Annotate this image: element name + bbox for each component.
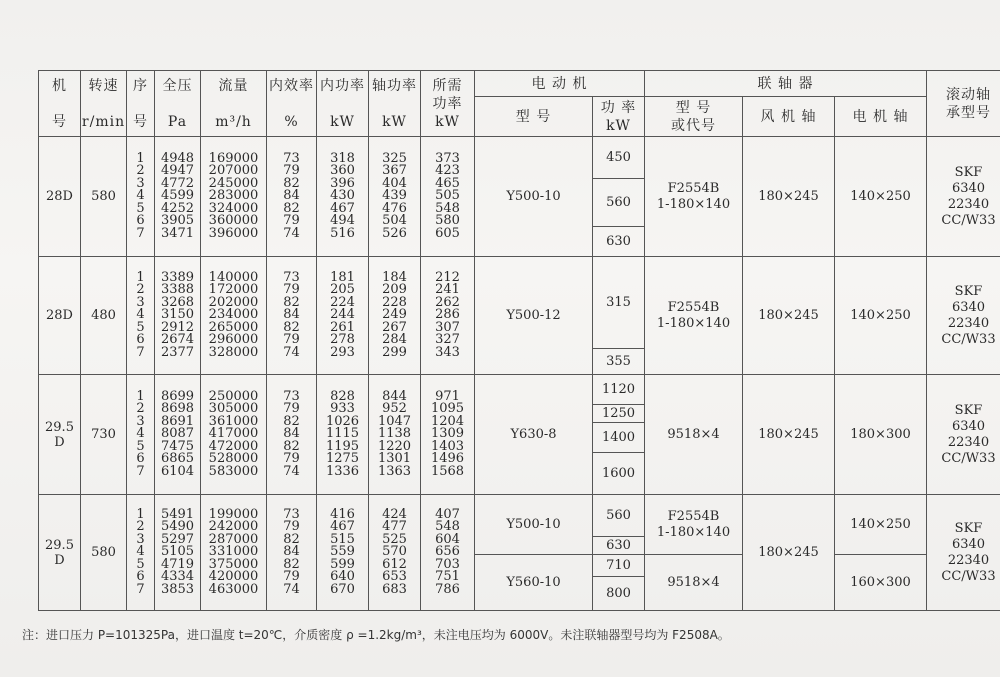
list-value: 4: [136, 426, 145, 442]
list-value: 8699: [160, 388, 195, 404]
header-speed: 转速 r/min: [81, 71, 127, 137]
list-value: 6865: [160, 451, 195, 467]
list-value: 6: [136, 332, 145, 348]
list-value: 5105: [160, 544, 195, 560]
list-value: 328000: [208, 344, 259, 360]
list-value: 494: [330, 213, 355, 229]
list-value: 751: [435, 569, 460, 585]
list-value: 2: [136, 163, 145, 179]
list-value: 82: [283, 531, 300, 547]
list-value: 416: [330, 506, 355, 522]
list-value: 653: [382, 569, 407, 585]
list-value: 467: [330, 519, 355, 535]
list-value: 844: [382, 388, 407, 404]
list-value: 3905: [160, 213, 195, 229]
flow-cell: [201, 375, 267, 495]
list-value: 7: [136, 463, 145, 479]
list-value: 1047: [377, 413, 412, 429]
list-value: 79: [283, 213, 300, 229]
motor-power-cell: 1120: [593, 375, 645, 405]
list-value: 2377: [160, 344, 195, 360]
list-value: 467: [330, 200, 355, 216]
motor-power-cell: 710: [593, 555, 645, 577]
list-value: 293: [330, 344, 355, 360]
list-value: 73: [283, 150, 300, 166]
internal-power-cell: [317, 495, 369, 611]
list-value: 3389: [160, 269, 195, 285]
list-value: 343: [435, 344, 460, 360]
list-value: 74: [283, 225, 300, 241]
list-value: 4252: [160, 200, 195, 216]
list-value: 933: [330, 401, 355, 417]
coupling-model-cell: 9518×4: [645, 555, 743, 611]
list-value: 612: [382, 556, 407, 572]
list-value: 5: [136, 438, 145, 454]
list-value: 327: [435, 332, 460, 348]
list-value: 224: [330, 294, 355, 310]
list-value: 82: [283, 319, 300, 335]
list-value: 477: [382, 519, 407, 535]
list-value: 169000: [208, 150, 259, 166]
list-value: 407: [435, 506, 460, 522]
eff-cell: [267, 137, 317, 257]
list-value: 305000: [208, 401, 259, 417]
list-value: 283000: [208, 188, 259, 204]
list-value: 583000: [208, 463, 259, 479]
list-value: 286: [435, 307, 460, 323]
list-value: 7: [136, 225, 145, 241]
flow-cell: [201, 137, 267, 257]
fan-spec-table: [38, 70, 1000, 611]
list-value: 4772: [160, 175, 195, 191]
list-value: 249: [382, 307, 407, 323]
motor-model-cell: Y500-10: [475, 495, 593, 555]
list-value: 360: [330, 163, 355, 179]
fan-shaft-cell: 180×245: [743, 375, 835, 495]
list-value: 6104: [160, 463, 195, 479]
list-value: 7475: [160, 438, 195, 454]
motor-power-cell: 450: [593, 137, 645, 179]
list-value: 1496: [430, 451, 465, 467]
list-value: 1: [136, 269, 145, 285]
list-value: 250000: [208, 388, 259, 404]
list-value: 548: [435, 519, 460, 535]
eff-cell: [267, 375, 317, 495]
list-value: 228: [382, 294, 407, 310]
internal-power-cell: [317, 375, 369, 495]
list-value: 84: [283, 188, 300, 204]
motor-power-cell: 630: [593, 537, 645, 555]
required-power-cell: [421, 375, 475, 495]
header-shaft-power: 轴功率 kW: [369, 71, 421, 137]
flow-cell: [201, 495, 267, 611]
coupling-model-cell: F2554B 1-180×140: [645, 495, 743, 555]
fan-shaft-cell: 180×245: [743, 495, 835, 611]
list-value: 1275: [325, 451, 360, 467]
list-value: 209: [382, 282, 407, 298]
list-value: 307: [435, 319, 460, 335]
list-value: 8691: [160, 413, 195, 429]
list-value: 73: [283, 506, 300, 522]
header-required-power: 所需 功率 kW: [421, 71, 475, 137]
list-value: 396: [330, 175, 355, 191]
list-value: 1309: [430, 426, 465, 442]
list-value: 287000: [208, 531, 259, 547]
list-value: 202000: [208, 294, 259, 310]
list-value: 2: [136, 519, 145, 535]
list-value: 548: [435, 200, 460, 216]
list-value: 1195: [325, 438, 360, 454]
list-value: 73: [283, 269, 300, 285]
list-value: 79: [283, 519, 300, 535]
list-value: 396000: [208, 225, 259, 241]
list-value: 3150: [160, 307, 195, 323]
list-value: 656: [435, 544, 460, 560]
list-value: 241: [435, 282, 460, 298]
list-value: 472000: [208, 438, 259, 454]
list-value: 267: [382, 319, 407, 335]
header-coupling-model: 型 号 或代号: [645, 97, 743, 137]
list-value: 1204: [430, 413, 465, 429]
list-value: 1: [136, 506, 145, 522]
motor-shaft-cell: 160×300: [835, 555, 927, 611]
list-value: 242000: [208, 519, 259, 535]
list-value: 504: [382, 213, 407, 229]
list-value: 3388: [160, 282, 195, 298]
list-value: 82: [283, 200, 300, 216]
list-value: 526: [382, 225, 407, 241]
list-value: 476: [382, 200, 407, 216]
header-bearing: 滚动轴 承型号: [927, 71, 1000, 137]
header-motor: 电 动 机: [475, 71, 645, 97]
list-value: 6: [136, 569, 145, 585]
list-value: 1138: [377, 426, 412, 442]
speed-cell: 480: [81, 257, 127, 375]
list-value: 570: [382, 544, 407, 560]
required-power-cell: [421, 257, 475, 375]
list-value: 516: [330, 225, 355, 241]
list-value: 265000: [208, 319, 259, 335]
speed-cell: 580: [81, 137, 127, 257]
list-value: 2: [136, 401, 145, 417]
list-value: 244: [330, 307, 355, 323]
shaft-power-cell: [369, 137, 421, 257]
list-value: 1363: [377, 463, 412, 479]
list-value: 284: [382, 332, 407, 348]
bearing-cell: SKF 6340 22340 CC/W33: [927, 495, 1000, 611]
list-value: 79: [283, 401, 300, 417]
header-seq: 序 号: [127, 71, 155, 137]
list-value: 4719: [160, 556, 195, 572]
list-value: 82: [283, 438, 300, 454]
list-value: 375000: [208, 556, 259, 572]
header-motor-power: 功 率 kW: [593, 97, 645, 137]
list-value: 786: [435, 581, 460, 597]
list-value: 73: [283, 388, 300, 404]
header-motor-model: 型 号: [475, 97, 593, 137]
list-value: 74: [283, 344, 300, 360]
list-value: 404: [382, 175, 407, 191]
list-value: 1: [136, 150, 145, 166]
header-internal-eff: 内效率 %: [267, 71, 317, 137]
list-value: 5490: [160, 519, 195, 535]
list-value: 82: [283, 556, 300, 572]
list-value: 463000: [208, 581, 259, 597]
list-value: 331000: [208, 544, 259, 560]
list-value: 172000: [208, 282, 259, 298]
machine-no-cell: 29.5 D: [39, 495, 81, 611]
list-value: 8087: [160, 426, 195, 442]
list-value: 1568: [430, 463, 465, 479]
list-value: 505: [435, 188, 460, 204]
list-value: 245000: [208, 175, 259, 191]
bearing-cell: SKF 6340 22340 CC/W33: [927, 257, 1000, 375]
list-value: 1026: [325, 413, 360, 429]
list-value: 79: [283, 282, 300, 298]
list-value: 5: [136, 200, 145, 216]
header-internal-power: 内功率 kW: [317, 71, 369, 137]
motor-power-cell: 630: [593, 227, 645, 257]
list-value: 525: [382, 531, 407, 547]
list-value: 212: [435, 269, 460, 285]
list-value: 184: [382, 269, 407, 285]
list-value: 3471: [160, 225, 195, 241]
header-flow: 流量 m³/h: [201, 71, 267, 137]
required-power-cell: [421, 495, 475, 611]
list-value: 82: [283, 413, 300, 429]
list-value: 7: [136, 581, 145, 597]
list-value: 640: [330, 569, 355, 585]
coupling-model-cell: F2554B 1-180×140: [645, 257, 743, 375]
list-value: 4599: [160, 188, 195, 204]
pressure-cell: [155, 495, 201, 611]
list-value: 5297: [160, 531, 195, 547]
list-value: 361000: [208, 413, 259, 429]
list-value: 430: [330, 188, 355, 204]
speed-cell: 730: [81, 375, 127, 495]
list-value: 1: [136, 388, 145, 404]
list-value: 199000: [208, 506, 259, 522]
list-value: 296000: [208, 332, 259, 348]
list-value: 1115: [325, 426, 360, 442]
list-value: 599: [330, 556, 355, 572]
list-value: 3: [136, 175, 145, 191]
pressure-cell: [155, 375, 201, 495]
list-value: 140000: [208, 269, 259, 285]
list-value: 79: [283, 569, 300, 585]
list-value: 515: [330, 531, 355, 547]
pressure-cell: [155, 137, 201, 257]
header-coupling: 联 轴 器: [645, 71, 927, 97]
list-value: 205: [330, 282, 355, 298]
footnote: 注：进口压力 P=101325Pa，进口温度 t=20℃，介质密度 ρ =1.2kg/m³，未注电压均为 6000V。未注联轴器型号均为 F2508A。: [22, 628, 730, 642]
seq-cell: [127, 495, 155, 611]
list-value: 82: [283, 175, 300, 191]
motor-power-cell: 1400: [593, 423, 645, 453]
list-value: 6: [136, 451, 145, 467]
list-value: 6: [136, 213, 145, 229]
coupling-model-cell: F2554B 1-180×140: [645, 137, 743, 257]
list-value: 74: [283, 581, 300, 597]
list-value: 79: [283, 332, 300, 348]
list-value: 3853: [160, 581, 195, 597]
list-value: 79: [283, 163, 300, 179]
motor-model-cell: Y500-10: [475, 137, 593, 257]
list-value: 234000: [208, 307, 259, 323]
motor-power-cell: 800: [593, 577, 645, 611]
header-motor-shaft: 电 机 轴: [835, 97, 927, 137]
shaft-power-cell: [369, 375, 421, 495]
list-value: 84: [283, 426, 300, 442]
required-power-cell: [421, 137, 475, 257]
internal-power-cell: [317, 137, 369, 257]
bearing-cell: SKF 6340 22340 CC/W33: [927, 137, 1000, 257]
header-machine-no: 机 号: [39, 71, 81, 137]
list-value: 683: [382, 581, 407, 597]
list-value: 3268: [160, 294, 195, 310]
list-value: 1301: [377, 451, 412, 467]
list-value: 5: [136, 556, 145, 572]
motor-power-cell: 560: [593, 495, 645, 537]
fan-shaft-cell: 180×245: [743, 257, 835, 375]
fan-shaft-cell: 180×245: [743, 137, 835, 257]
list-value: 74: [283, 463, 300, 479]
list-value: 261: [330, 319, 355, 335]
list-value: 1336: [325, 463, 360, 479]
machine-no-cell: 29.5 D: [39, 375, 81, 495]
list-value: 4: [136, 188, 145, 204]
list-value: 2: [136, 282, 145, 298]
list-value: 605: [435, 225, 460, 241]
shaft-power-cell: [369, 495, 421, 611]
motor-model-cell: Y500-12: [475, 257, 593, 375]
list-value: 7: [136, 344, 145, 360]
machine-no-cell: 28D: [39, 137, 81, 257]
list-value: 318: [330, 150, 355, 166]
motor-model-cell: Y560-10: [475, 555, 593, 611]
header-fan-shaft: 风 机 轴: [743, 97, 835, 137]
motor-shaft-cell: 140×250: [835, 137, 927, 257]
motor-power-cell: 315: [593, 257, 645, 349]
shaft-power-cell: [369, 257, 421, 375]
list-value: 2912: [160, 319, 195, 335]
motor-shaft-cell: 140×250: [835, 257, 927, 375]
bearing-cell: SKF 6340 22340 CC/W33: [927, 375, 1000, 495]
motor-model-cell: Y630-8: [475, 375, 593, 495]
pressure-cell: [155, 257, 201, 375]
list-value: 559: [330, 544, 355, 560]
internal-power-cell: [317, 257, 369, 375]
list-value: 2674: [160, 332, 195, 348]
list-value: 5: [136, 319, 145, 335]
eff-cell: [267, 257, 317, 375]
list-value: 5491: [160, 506, 195, 522]
list-value: 580: [435, 213, 460, 229]
list-value: 360000: [208, 213, 259, 229]
motor-shaft-cell: 140×250: [835, 495, 927, 555]
list-value: 420000: [208, 569, 259, 585]
motor-power-cell: 560: [593, 179, 645, 227]
list-value: 670: [330, 581, 355, 597]
list-value: 3: [136, 413, 145, 429]
seq-cell: [127, 137, 155, 257]
list-value: 971: [435, 388, 460, 404]
list-value: 952: [382, 401, 407, 417]
list-value: 417000: [208, 426, 259, 442]
coupling-model-cell: 9518×4: [645, 375, 743, 495]
motor-power-cell: 1250: [593, 405, 645, 423]
list-value: 84: [283, 544, 300, 560]
flow-cell: [201, 257, 267, 375]
list-value: 278: [330, 332, 355, 348]
list-value: 424: [382, 506, 407, 522]
list-value: 3: [136, 294, 145, 310]
speed-cell: 580: [81, 495, 127, 611]
motor-power-cell: 1600: [593, 453, 645, 495]
list-value: 84: [283, 307, 300, 323]
list-value: 1220: [377, 438, 412, 454]
list-value: 528000: [208, 451, 259, 467]
list-value: 299: [382, 344, 407, 360]
list-value: 79: [283, 451, 300, 467]
list-value: 4947: [160, 163, 195, 179]
list-value: 4: [136, 307, 145, 323]
list-value: 373: [435, 150, 460, 166]
list-value: 828: [330, 388, 355, 404]
list-value: 465: [435, 175, 460, 191]
motor-shaft-cell: 180×300: [835, 375, 927, 495]
header-total-pressure: 全压 Pa: [155, 71, 201, 137]
list-value: 367: [382, 163, 407, 179]
list-value: 8698: [160, 401, 195, 417]
list-value: 325: [382, 150, 407, 166]
machine-no-cell: 28D: [39, 257, 81, 375]
list-value: 439: [382, 188, 407, 204]
list-value: 4: [136, 544, 145, 560]
list-value: 324000: [208, 200, 259, 216]
list-value: 1403: [430, 438, 465, 454]
list-value: 262: [435, 294, 460, 310]
list-value: 1095: [430, 401, 465, 417]
list-value: 82: [283, 294, 300, 310]
list-value: 181: [330, 269, 355, 285]
list-value: 207000: [208, 163, 259, 179]
list-value: 4334: [160, 569, 195, 585]
list-value: 3: [136, 531, 145, 547]
eff-cell: [267, 495, 317, 611]
motor-power-cell: 355: [593, 349, 645, 375]
seq-cell: [127, 375, 155, 495]
list-value: 4948: [160, 150, 195, 166]
list-value: 604: [435, 531, 460, 547]
list-value: 703: [435, 556, 460, 572]
seq-cell: [127, 257, 155, 375]
list-value: 423: [435, 163, 460, 179]
